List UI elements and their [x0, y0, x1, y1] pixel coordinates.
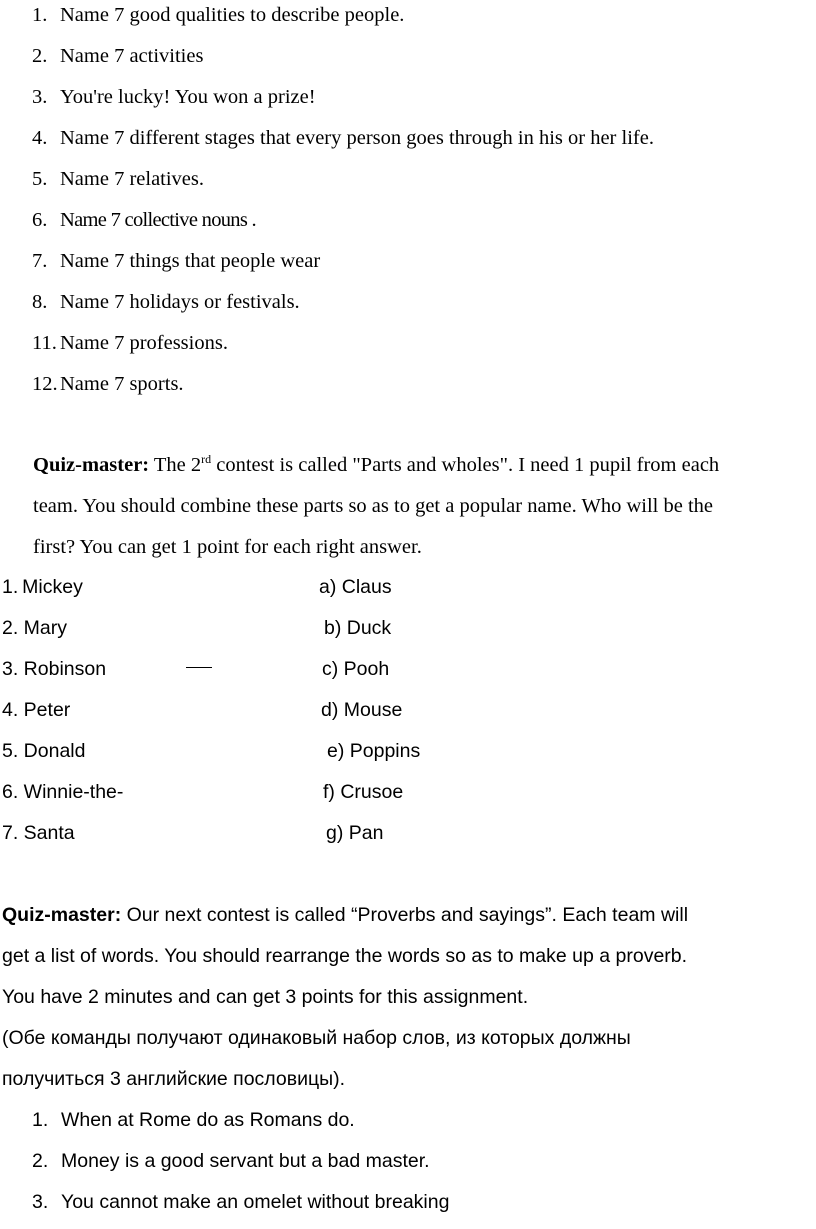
contest2-intro-line — [33, 453, 719, 477]
list-text: Money is a good servant but a bad master. — [61, 1150, 430, 1172]
match-right-item: b) Duck — [324, 617, 392, 639]
match-right-item: f) Crusoe — [323, 781, 404, 803]
contest3-russian-note: получиться 3 английские пословицы). — [2, 1068, 346, 1090]
connector-dash — [186, 667, 212, 668]
match-right-item: c) Pooh — [322, 658, 390, 680]
match-left-item: 5. Donald — [2, 740, 86, 762]
list-number: 1. — [32, 1109, 49, 1131]
match-right-item: d) Mouse — [321, 699, 403, 721]
list-text: Name 7 things that people wear — [60, 250, 321, 272]
list-number: 7. — [32, 250, 48, 272]
match-left-item: 3. Robinson — [2, 658, 107, 680]
list-text: You cannot make an omelet without breaking — [61, 1191, 450, 1213]
paragraph-text: The 2 — [153, 454, 202, 476]
paragraph-text: Our next contest is called “Proverbs and sayings”. Each team will — [121, 904, 689, 926]
list-number: 6. — [32, 209, 48, 231]
list-number: 1. — [32, 4, 48, 26]
list-text: Name 7 sports. — [60, 373, 184, 395]
match-right-item: e) Poppins — [327, 740, 421, 762]
contest2-line: team. You should combine these parts so as to get a popular name. Who will be the — [33, 495, 713, 517]
contest3-line: You have 2 minutes and can get 3 points for this assignment. — [2, 986, 529, 1008]
contest3-intro-line — [2, 903, 688, 927]
speaker-label: Quiz-master: — [2, 904, 122, 926]
match-left-item: 6. Winnie-the- — [2, 781, 124, 803]
list-text: Name 7 holidays or festivals. — [60, 291, 300, 313]
list-number: 3. — [32, 86, 48, 108]
ordinal-suffix: rd — [201, 452, 212, 467]
match-left-item: 2. Mary — [2, 617, 68, 639]
match-left-item: 7. Santa — [2, 822, 75, 844]
match-right-item: a) Claus — [319, 576, 392, 598]
list-number: 8. — [32, 291, 48, 313]
list-text: Name 7 good qualities to describe people. — [60, 4, 405, 26]
match-right-item: g) Pan — [326, 822, 384, 844]
list-number: 2. — [32, 1150, 49, 1172]
list-number: 5. — [32, 168, 48, 190]
match-left-item: 1. Mickey — [2, 576, 83, 598]
contest3-line: get a list of words. You should rearrange the words so as to make up a proverb. — [2, 945, 688, 967]
speaker-label: Quiz-master: — [33, 454, 150, 476]
list-text: Name 7 relatives. — [60, 168, 205, 190]
contest3-russian-note: (Обе команды получают одинаковый набор слов, из которых должны — [2, 1027, 631, 1049]
list-number: 4. — [32, 127, 48, 149]
list-text: Name 7 professions. — [60, 332, 228, 354]
match-left-item: 4. Peter — [2, 699, 71, 721]
list-text: When at Rome do as Romans do. — [61, 1109, 355, 1131]
list-number: 12. — [32, 373, 58, 395]
contest2-line: first? You can get 1 point for each right answer. — [33, 536, 422, 558]
list-text: Name 7 activities — [60, 45, 204, 67]
list-number: 11. — [32, 332, 57, 354]
list-number: 3. — [32, 1191, 49, 1213]
paragraph-text: contest is called "Parts and wholes". I need 1 pupil from each — [211, 454, 720, 476]
list-number: 2. — [32, 45, 48, 67]
list-text: You're lucky! You won a prize! — [60, 86, 316, 108]
list-text: Name 7 collective nouns . — [60, 209, 256, 231]
list-text: Name 7 different stages that every person goes through in his or her life. — [60, 127, 654, 149]
